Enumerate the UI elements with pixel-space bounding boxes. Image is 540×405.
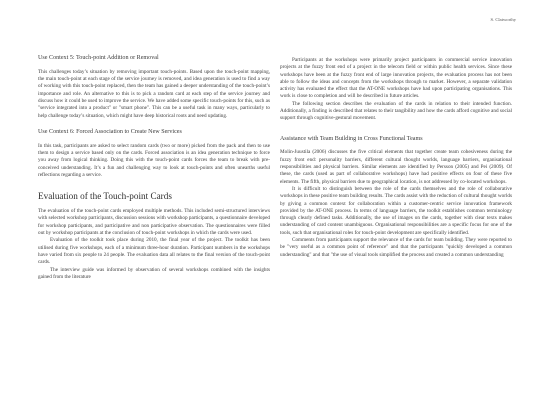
subheading-team-building: Assistance with Team Building in Cross Functional Teams — [280, 135, 423, 142]
right-column — [280, 57, 512, 259]
paragraph: Participants at the workshops were primarily project participants in commercial service innovation projects at the fuzzy front end of a project in the telecom field or within public health services. Since these workshops have been at the fuzzy front end of large innovation projects, the evaluation process has not been able to follow the ideas and concepts from the workshops through to market. However, a separate validation activity has evaluated the effect that the AT-ONE workshops have had upon participating organisations. This work is close to completion and will be described in future articles. — [280, 57, 512, 100]
running-head: S. Clatworthy — [490, 17, 516, 22]
subheading-use-context-6: Use Context 6: Forced Association to Create New Services — [38, 128, 182, 135]
paragraph: Evaluation of the toolkit took place during 2010, the final year of the project. The toolkit has been utilised during five workshops, each of a minimum three-hour duration. Participant numbers in the workshops have varied from six people to 24 people. The evaluation data all relates to the final version of the touch-point cards. — [38, 237, 270, 266]
paragraph: Comments from participants support the relevance of the cards for team building. They were reported to be "very useful as a common point of reference" and that the participants "quickly developed a common understanding" and that "the use of visual tools simplified the process and created a common understanding — [280, 237, 512, 258]
section-heading-evaluation: Evaluation of the Touch-point Cards — [38, 191, 172, 202]
paragraph: Molin-Juustila (2006) discusses the five critical elements that together create team cohesiveness during the fuzzy front end: personality barriers, different cultural thought worlds, language barriers, organisational responsibilities and physical barriers. Similar elements are identified by Persson (2005) and Pei (2009). Of these, the cards (used as part of collaborative workshops) have had positive effects on four of these five elements. The fifth, physical barriers due to geographical location, is not addressed by co-located workshops. — [280, 149, 512, 185]
paragraph: This challenges today’s situation by removing important touch-points. Based upon the touch-point mapping, the main touch-point at each stage of the service journey is removed, and idea generation is used to find a way of working with this touch-point replaced, then the team has gained a deeper understanding of the touch-point’s importance and role. An alternative to this is to pick a random card at each step of the service journey and discuss how it could be used to improve the service. We have added some specific touch-points for this, such as "service integrated into a product" or "smart phone". This can be a useful task in many ways, particularly to help challenge today’s situation, which might have deep historical roots and need updating. — [38, 68, 270, 119]
paragraph: The following section describes the evaluation of the cards in relation to their intended function. Additionally, a finding is described that relates to their tangibility and how the cards afford cognitive and social support through cognitive-gestural movement. — [280, 100, 512, 122]
paragraph: In this task, participants are asked to select random cards (two or more) picked from the pack and then to use them to design a service based only on the cards. Forced association is an idea generation technique to force you away from logical thinking. Doing this with the touch-point cards forces the team to break with pre-conceived understanding. It’s a fun and challenging way to look at touch-points and often unearths useful reflections regarding a service. — [38, 142, 270, 178]
paragraph: The interview guide was informed by observation of several workshops combined with the insights gained from the literature — [38, 266, 270, 280]
paragraph: The evaluation of the touch-point cards employed multiple methods. This included semi-structured interviews with selected workshop participants, discussion sessions with workshop participants, a questionnaire developed for workshop participants, and participative and non participative observation. The questionnaires were filled out by workshop participants at the conclusion of touch-point workshops in which the cards were used. — [38, 208, 270, 237]
left-column — [38, 55, 270, 281]
paragraph: It is difficult to distinguish between the role of the cards themselves and the role of collaborative workshops in these positive team building results. The cards assist with the reduction of cultural thought worlds by giving a common context for collaboration within a customer-centric service innovation framework provided by the AT-ONE process. In terms of language barriers, the toolkit establishes common terminology through clearly defined tasks. Additionally, the use of images on the cards, together with clear texts makes understanding of card content unambiguous. Organisational responsibilities are a specific focus for one of the tools, such that organisational roles for touch-point development are specifically identified. — [280, 185, 513, 236]
subheading-use-context-5: Use Context 5: Touch-point Addition or Removal — [38, 55, 159, 61]
